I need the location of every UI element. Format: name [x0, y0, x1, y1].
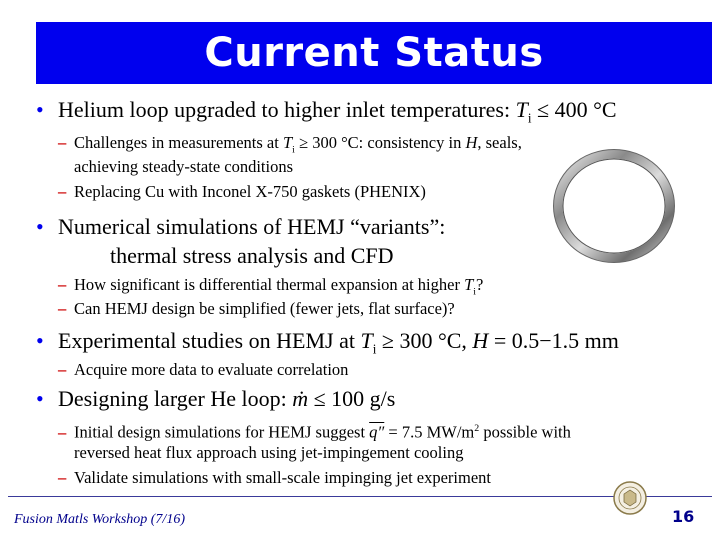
university-seal-logo	[612, 480, 648, 516]
dash-marker: –	[58, 422, 67, 442]
bullet-marker: •	[36, 328, 44, 353]
bullet-text: Helium loop upgraded to higher inlet temperatures:	[58, 97, 516, 122]
page-number: 16	[672, 507, 695, 526]
bullet-marker: •	[36, 214, 44, 239]
subbullet-initial-design: – Initial design simulations for HEMJ suggest q″ = 7.5 $MW/m^2$ possible with	[58, 422, 571, 442]
bullet-marker: •	[36, 97, 44, 122]
footer-divider	[8, 496, 712, 497]
gasket-ring-photo	[552, 142, 676, 266]
bullet-simulations: • Numerical simulations of HEMJ “variants”:	[36, 214, 446, 239]
dash-marker: –	[58, 275, 67, 294]
slide-title: Current Status	[204, 30, 544, 76]
bullet-simulations-cont: thermal stress analysis and CFD	[110, 243, 394, 268]
subbullet-validate: – Validate simulations with small-scale impinging jet experiment	[58, 468, 491, 487]
dash-marker: –	[58, 299, 67, 318]
subbullet-thermal-expansion: – How significant is differential thermal expansion at higher $T_i$?	[58, 275, 484, 298]
subbullet-challenges-cont: achieving steady-state conditions	[74, 157, 294, 176]
bullet-helium-loop: • Helium loop upgraded to higher inlet temperatures: $T_i \le 400$ °C	[36, 97, 617, 126]
subbullet-acquire-data: – Acquire more data to evaluate correlation	[58, 360, 349, 379]
subbullet-initial-design-cont: reversed heat flux approach using jet-impingement cooling	[74, 443, 464, 462]
subbullet-gaskets: – Replacing Cu with Inconel X-750 gaskets (PHENIX)	[58, 182, 426, 201]
bullet-marker: •	[36, 386, 44, 411]
dash-marker: –	[58, 182, 67, 201]
bullet-experimental: • Experimental studies on HEMJ at $T_i \ge 300$ °C, H = 0.5−1.5 mm	[36, 328, 619, 357]
subbullet-challenges: – Challenges in measurements at $T_i \ge 300$ °C: consistency in H, seals,	[58, 133, 522, 156]
dash-marker: –	[58, 360, 67, 379]
footer-text: Fusion Matls Workshop (7/16)	[14, 512, 185, 527]
subbullet-simplified: – Can HEMJ design be simplified (fewer jets, flat surface)?	[58, 299, 455, 318]
dash-marker: –	[58, 133, 67, 152]
bullet-larger-loop: • Designing larger He loop: ṁ ≤ 100 g/s	[36, 386, 396, 411]
dash-marker: –	[58, 468, 67, 487]
